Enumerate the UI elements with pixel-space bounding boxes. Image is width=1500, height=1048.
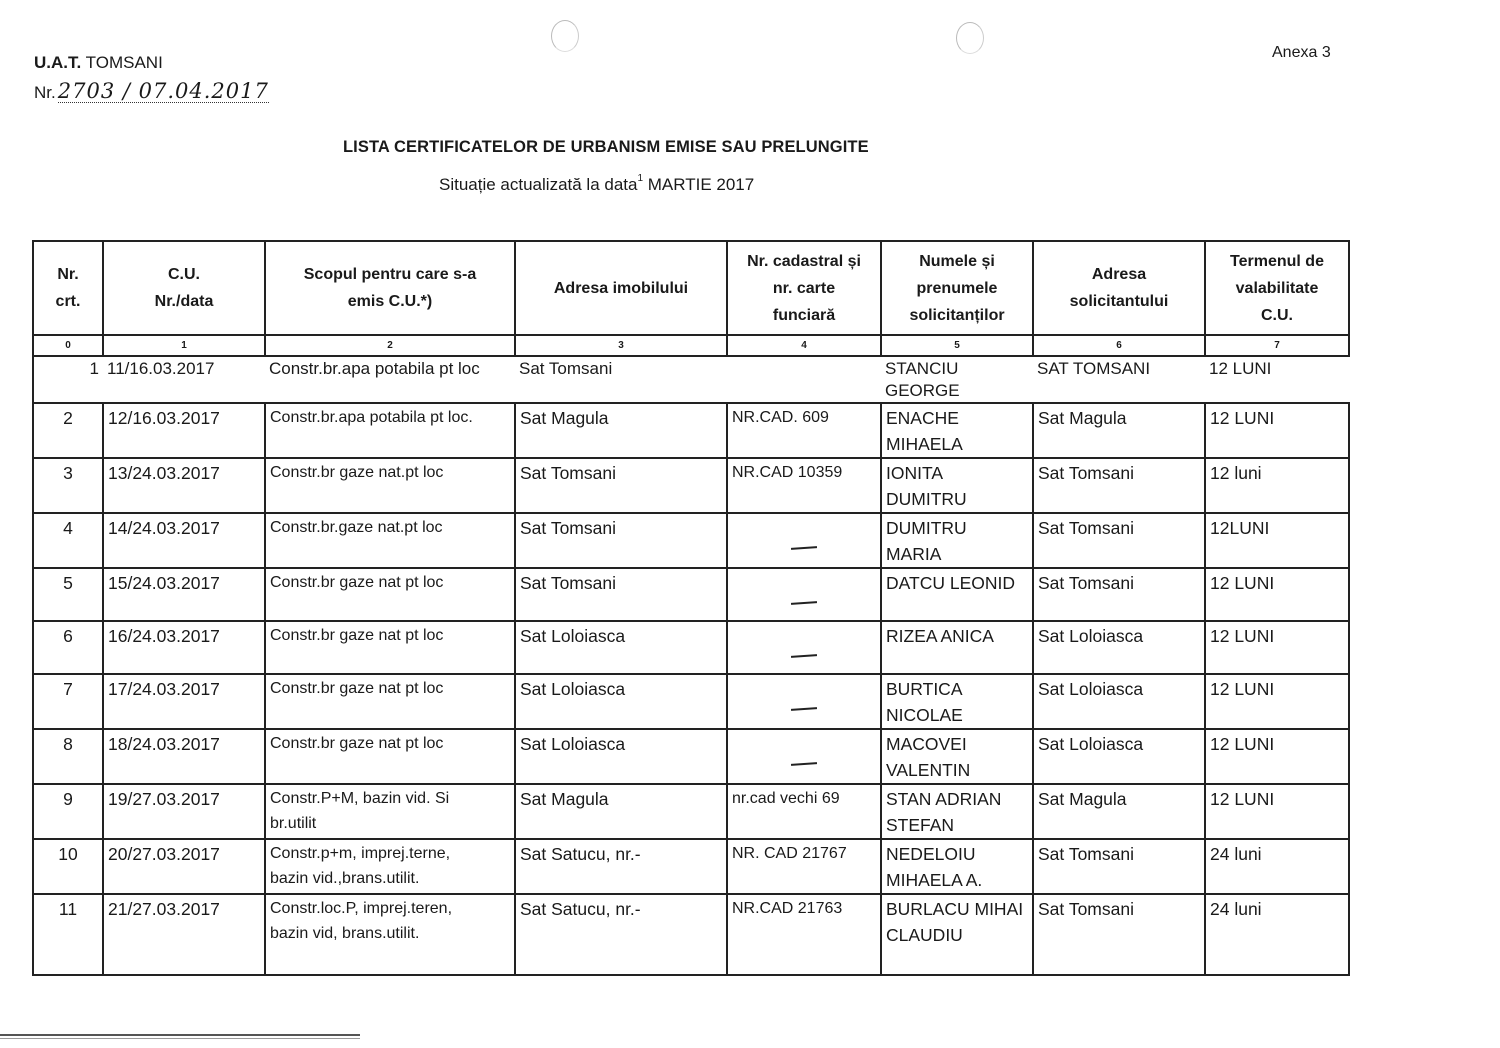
- applicant-address-text: Sat Magula: [1038, 789, 1127, 809]
- applicant-name-text: MIHAELA A.: [886, 870, 983, 890]
- applicant-address-text: Sat Tomsani: [1038, 518, 1134, 538]
- property-address-text: Sat Tomsani: [520, 518, 616, 538]
- purpose: [265, 568, 515, 621]
- applicant-name: [881, 729, 1033, 784]
- subtitle-date: MARTIE 2017: [643, 175, 755, 194]
- purpose-text: Constr.P+M, bazin vid. Si: [270, 790, 450, 807]
- applicant-address-text: Sat Tomsani: [1038, 899, 1134, 919]
- applicant-address: [1033, 513, 1205, 568]
- row-number: [33, 403, 103, 458]
- row-number: [33, 839, 103, 894]
- validity-term-text: 12LUNI: [1210, 518, 1270, 538]
- applicant-address-text: Sat Loloiasca: [1038, 626, 1144, 646]
- applicant-name: [881, 621, 1033, 674]
- cadastral-number-text: NR.CAD 10359: [732, 464, 843, 481]
- cadastral-number: [727, 513, 881, 568]
- purpose-text: Constr.p+m, imprej.terne,: [270, 845, 451, 862]
- applicant-address-text: Sat Tomsani: [1038, 844, 1134, 864]
- applicant-name-text: NEDELOIU: [886, 844, 976, 864]
- cu-number-date: [103, 513, 265, 568]
- cadastral-number: [727, 403, 881, 458]
- column-header-line: Numele și: [919, 252, 995, 270]
- purpose-text: Constr.br gaze nat pt loc: [270, 627, 444, 644]
- applicant-name-text: VALENTIN: [886, 760, 971, 780]
- validity-term-text: 12 LUNI: [1210, 789, 1275, 809]
- table-row: [33, 458, 1349, 513]
- document-title: LISTA CERTIFICATELOR DE URBANISM EMISE SAU PRELUNGITE: [343, 138, 869, 156]
- empty-dash-mark: [791, 707, 817, 711]
- property-address-text: Sat Magula: [520, 789, 609, 809]
- cadastral-number: [727, 621, 881, 674]
- punch-hole-right: [956, 22, 984, 54]
- table-body: [33, 356, 1349, 975]
- applicant-address-text: Sat Tomsani: [1038, 463, 1134, 483]
- applicant-name-text: CLAUDIU: [886, 925, 963, 945]
- cadastral-number: [727, 356, 881, 403]
- property-address-text: Sat Tomsani: [519, 359, 613, 378]
- validity-term-text: 24 luni: [1210, 899, 1262, 919]
- column-index-cell: 0: [33, 335, 103, 356]
- purpose: [265, 403, 515, 458]
- column-index-cell: 2: [265, 335, 515, 356]
- purpose-text: Constr.br.gaze nat.pt loc: [270, 519, 443, 536]
- cu-number-date: [103, 458, 265, 513]
- applicant-address-text: Sat Magula: [1038, 408, 1127, 428]
- applicant-name: [881, 674, 1033, 729]
- cadastral-number-text: nr.cad vechi 69: [732, 790, 840, 807]
- applicant-address: [1033, 894, 1205, 975]
- applicant-name-text: DUMITRU: [886, 518, 967, 538]
- page-bottom-rule: [0, 1034, 360, 1036]
- table-row: [33, 894, 1349, 975]
- column-header-4: [727, 241, 881, 335]
- row-number: [33, 513, 103, 568]
- column-header-line: crt.: [55, 293, 81, 310]
- empty-dash-mark: [791, 762, 817, 766]
- empty-dash-mark: [791, 654, 817, 658]
- property-address: [515, 674, 727, 729]
- table-row: [33, 513, 1349, 568]
- applicant-address-text: Sat Tomsani: [1038, 573, 1134, 593]
- cadastral-number: [727, 568, 881, 621]
- column-index-cell: 3: [515, 335, 727, 356]
- empty-dash-mark: [791, 601, 817, 605]
- purpose-text: br.utilit: [270, 815, 317, 832]
- applicant-name-text: BURTICA: [886, 679, 963, 699]
- empty-dash-mark: [791, 546, 817, 550]
- property-address-text: Sat Satucu, nr.-: [520, 899, 641, 919]
- uat-label: U.A.T.: [34, 53, 82, 72]
- property-address-text: Sat Tomsani: [520, 463, 616, 483]
- applicant-name: [881, 513, 1033, 568]
- validity-term: [1205, 729, 1349, 784]
- property-address-text: Sat Tomsani: [520, 573, 616, 593]
- purpose: [265, 729, 515, 784]
- column-header-line: valabilitate: [1235, 279, 1319, 297]
- validity-term: [1205, 513, 1349, 568]
- cu-number-date-text: 20/27.03.2017: [108, 844, 220, 864]
- applicant-name-text: MACOVEI: [886, 734, 967, 754]
- cu-number-date: [103, 894, 265, 975]
- property-address: [515, 894, 727, 975]
- column-index-cell: 5: [881, 335, 1033, 356]
- column-header-line: C.U.: [168, 266, 200, 283]
- row-number-text: 3: [63, 463, 73, 483]
- applicant-address: [1033, 458, 1205, 513]
- column-header-line: solicitantului: [1069, 293, 1169, 310]
- table-row: [33, 784, 1349, 839]
- nr-handwritten: 2703 / 07.04.2017: [57, 79, 269, 103]
- validity-term-text: 12 LUNI: [1210, 734, 1275, 754]
- purpose: [265, 621, 515, 674]
- registration-number: [34, 80, 269, 103]
- applicant-address: [1033, 729, 1205, 784]
- column-header-line: funciară: [772, 306, 836, 324]
- applicant-name-text: DATCU LEONID: [886, 573, 1015, 593]
- purpose-text: Constr.br.apa potabila pt loc.: [270, 409, 473, 426]
- column-index-cell: 6: [1033, 335, 1205, 356]
- property-address: [515, 839, 727, 894]
- property-address: [515, 513, 727, 568]
- applicant-name: [881, 894, 1033, 975]
- table-row: [33, 568, 1349, 621]
- row-number-text: 1: [89, 359, 99, 378]
- cu-number-date: [103, 839, 265, 894]
- validity-term-text: 12 LUNI: [1210, 626, 1275, 646]
- purpose-text: Constr.br gaze nat.pt loc: [270, 464, 444, 481]
- column-header-line: Adresa imobilului: [553, 279, 689, 297]
- column-header-line: prenumele: [916, 279, 998, 297]
- cadastral-number: [727, 839, 881, 894]
- column-index-cell: 4: [727, 335, 881, 356]
- property-address-text: Sat Loloiasca: [520, 626, 626, 646]
- applicant-name-text: STAN ADRIAN: [886, 789, 1002, 809]
- applicant-name: [881, 403, 1033, 458]
- applicant-name-text: NICOLAE: [886, 705, 963, 725]
- applicant-address-text: SAT TOMSANI: [1037, 359, 1151, 378]
- property-address-text: Sat Satucu, nr.-: [520, 844, 641, 864]
- cadastral-number-text: NR. CAD 21767: [732, 845, 847, 862]
- validity-term-text: 12 luni: [1210, 463, 1262, 483]
- cu-number-date: [103, 356, 265, 403]
- column-header-3: [515, 241, 727, 335]
- nr-label: Nr.: [34, 83, 56, 102]
- cadastral-number-text: NR.CAD 21763: [732, 900, 843, 917]
- column-header-line: C.U.: [1261, 306, 1293, 324]
- purpose: [265, 356, 515, 403]
- table-row: [33, 729, 1349, 784]
- row-number: [33, 568, 103, 621]
- applicant-name-text: MARIA: [886, 544, 942, 564]
- cadastral-number: [727, 894, 881, 975]
- row-number: [33, 894, 103, 975]
- applicant-name-text: IONITA: [886, 463, 944, 483]
- applicant-address-text: Sat Loloiasca: [1038, 734, 1144, 754]
- table-row: [33, 356, 1349, 403]
- cadastral-number: [727, 729, 881, 784]
- column-header-line: emis C.U.*): [347, 293, 433, 310]
- validity-term: [1205, 403, 1349, 458]
- column-index-cell: 7: [1205, 335, 1349, 356]
- table-row: [33, 621, 1349, 674]
- row-number-text: 4: [63, 518, 73, 538]
- cadastral-number-text: NR.CAD. 609: [732, 409, 829, 426]
- cadastral-number: [727, 674, 881, 729]
- purpose: [265, 458, 515, 513]
- table-row: [33, 839, 1349, 894]
- row-number-text: 11: [58, 899, 78, 919]
- cu-number-date-text: 14/24.03.2017: [108, 518, 220, 538]
- cu-number-date-text: 16/24.03.2017: [108, 626, 220, 646]
- column-header-1: [103, 241, 265, 335]
- row-number-text: 6: [63, 626, 73, 646]
- purpose: [265, 784, 515, 839]
- validity-term: [1205, 894, 1349, 975]
- cu-number-date-text: 13/24.03.2017: [108, 463, 220, 483]
- column-header-line: Nr./data: [154, 293, 214, 310]
- validity-term: [1205, 356, 1349, 403]
- purpose-text: Constr.br gaze nat pt loc: [270, 680, 444, 697]
- applicant-name-text: MIHAELA: [886, 434, 963, 454]
- applicant-address: [1033, 674, 1205, 729]
- applicant-name: [881, 784, 1033, 839]
- row-number-text: 2: [63, 408, 73, 428]
- cu-number-date-text: 21/27.03.2017: [108, 899, 220, 919]
- table-row: [33, 674, 1349, 729]
- applicant-name-text: DUMITRU: [886, 489, 967, 509]
- column-header-5: [881, 241, 1033, 335]
- purpose-text: Constr.br gaze nat pt loc: [270, 574, 444, 591]
- column-header-line: Scopul pentru care s-a: [303, 266, 477, 283]
- applicant-name-text: BURLACU MIHAI: [886, 899, 1024, 919]
- cu-number-date-text: 12/16.03.2017: [108, 408, 220, 428]
- row-number-text: 8: [63, 734, 73, 754]
- purpose-text: Constr.br gaze nat pt loc: [270, 735, 444, 752]
- uat-name: TOMSANI: [85, 53, 163, 72]
- applicant-name: [881, 568, 1033, 621]
- property-address: [515, 403, 727, 458]
- property-address-text: Sat Loloiasca: [520, 734, 626, 754]
- row-number: [33, 729, 103, 784]
- punch-hole-left: [551, 20, 579, 52]
- applicant-name: [881, 356, 1033, 403]
- column-index-row: [33, 335, 1349, 356]
- applicant-name: [881, 458, 1033, 513]
- applicant-name-text: RIZEA ANICA: [886, 626, 994, 646]
- cu-number-date-text: 18/24.03.2017: [108, 734, 220, 754]
- purpose-text: Constr.br.apa potabila pt loc: [269, 359, 480, 378]
- validity-term-text: 12 LUNI: [1210, 679, 1275, 699]
- column-header-line: nr. carte: [772, 279, 836, 297]
- applicant-address: [1033, 356, 1205, 403]
- applicant-address-text: Sat Loloiasca: [1038, 679, 1144, 699]
- property-address: [515, 784, 727, 839]
- property-address: [515, 729, 727, 784]
- purpose-text: Constr.loc.P, imprej.teren,: [270, 900, 453, 917]
- applicant-name: [881, 839, 1033, 894]
- property-address-text: Sat Loloiasca: [520, 679, 626, 699]
- column-header-0: [33, 241, 103, 335]
- cu-number-date-text: 11/16.03.2017: [107, 359, 215, 378]
- cu-number-date: [103, 568, 265, 621]
- column-header-line: Adresa: [1091, 266, 1147, 283]
- validity-term-text: 12 LUNI: [1210, 408, 1275, 428]
- validity-term: [1205, 621, 1349, 674]
- property-address: [515, 458, 727, 513]
- row-number-text: 7: [63, 679, 73, 699]
- page-bottom-rule-2: [0, 1038, 360, 1039]
- validity-term: [1205, 674, 1349, 729]
- row-number: [33, 458, 103, 513]
- applicant-address: [1033, 784, 1205, 839]
- applicant-address: [1033, 568, 1205, 621]
- applicant-address: [1033, 839, 1205, 894]
- table-row: [33, 403, 1349, 458]
- property-address: [515, 356, 727, 403]
- cu-number-date: [103, 403, 265, 458]
- row-number: [33, 784, 103, 839]
- row-number-text: 5: [63, 573, 73, 593]
- cu-number-date: [103, 729, 265, 784]
- subtitle-text: Situație actualizată la data: [439, 175, 638, 194]
- column-header-line: solicitanților: [909, 306, 1005, 324]
- property-address: [515, 568, 727, 621]
- cu-number-date: [103, 784, 265, 839]
- applicant-name-text: ENACHE: [886, 408, 959, 428]
- table-header-row: [33, 241, 1349, 335]
- column-header-7: [1205, 241, 1349, 335]
- row-number: [33, 621, 103, 674]
- purpose-text: bazin vid, brans.utilit.: [270, 925, 420, 942]
- purpose: [265, 894, 515, 975]
- property-address: [515, 621, 727, 674]
- annex-label: Anexa 3: [1272, 44, 1331, 61]
- purpose: [265, 513, 515, 568]
- cu-number-date: [103, 621, 265, 674]
- column-header-2: [265, 241, 515, 335]
- applicant-address: [1033, 621, 1205, 674]
- applicant-name-text: STEFAN: [886, 815, 955, 835]
- validity-term-text: 12 LUNI: [1210, 573, 1275, 593]
- purpose-text: bazin vid.,brans.utilit.: [270, 870, 420, 887]
- purpose: [265, 839, 515, 894]
- document-subtitle: [439, 175, 754, 195]
- validity-term: [1205, 568, 1349, 621]
- cadastral-number: [727, 784, 881, 839]
- column-header-6: [1033, 241, 1205, 335]
- column-header-line: Nr. cadastral și: [747, 252, 861, 270]
- row-number: [33, 356, 103, 403]
- cu-number-date-text: 17/24.03.2017: [108, 679, 220, 699]
- validity-term: [1205, 784, 1349, 839]
- footnote-mark: 1: [637, 173, 644, 185]
- uat-header: [34, 53, 163, 73]
- purpose: [265, 674, 515, 729]
- validity-term: [1205, 458, 1349, 513]
- validity-term-text: 24 luni: [1210, 844, 1262, 864]
- certificates-table: [32, 240, 1350, 976]
- column-header-line: Nr.: [57, 266, 79, 283]
- cu-number-date-text: 19/27.03.2017: [108, 789, 220, 809]
- applicant-name-text: STANCIU GEORGE: [885, 359, 960, 400]
- row-number-text: 10: [58, 844, 78, 864]
- validity-term: [1205, 839, 1349, 894]
- row-number: [33, 674, 103, 729]
- property-address-text: Sat Magula: [520, 408, 609, 428]
- column-index-cell: 1: [103, 335, 265, 356]
- cadastral-number: [727, 458, 881, 513]
- row-number-text: 9: [63, 789, 73, 809]
- applicant-address: [1033, 403, 1205, 458]
- cu-number-date-text: 15/24.03.2017: [108, 573, 220, 593]
- column-header-line: Termenul de: [1230, 252, 1324, 270]
- cu-number-date: [103, 674, 265, 729]
- validity-term-text: 12 LUNI: [1209, 359, 1272, 378]
